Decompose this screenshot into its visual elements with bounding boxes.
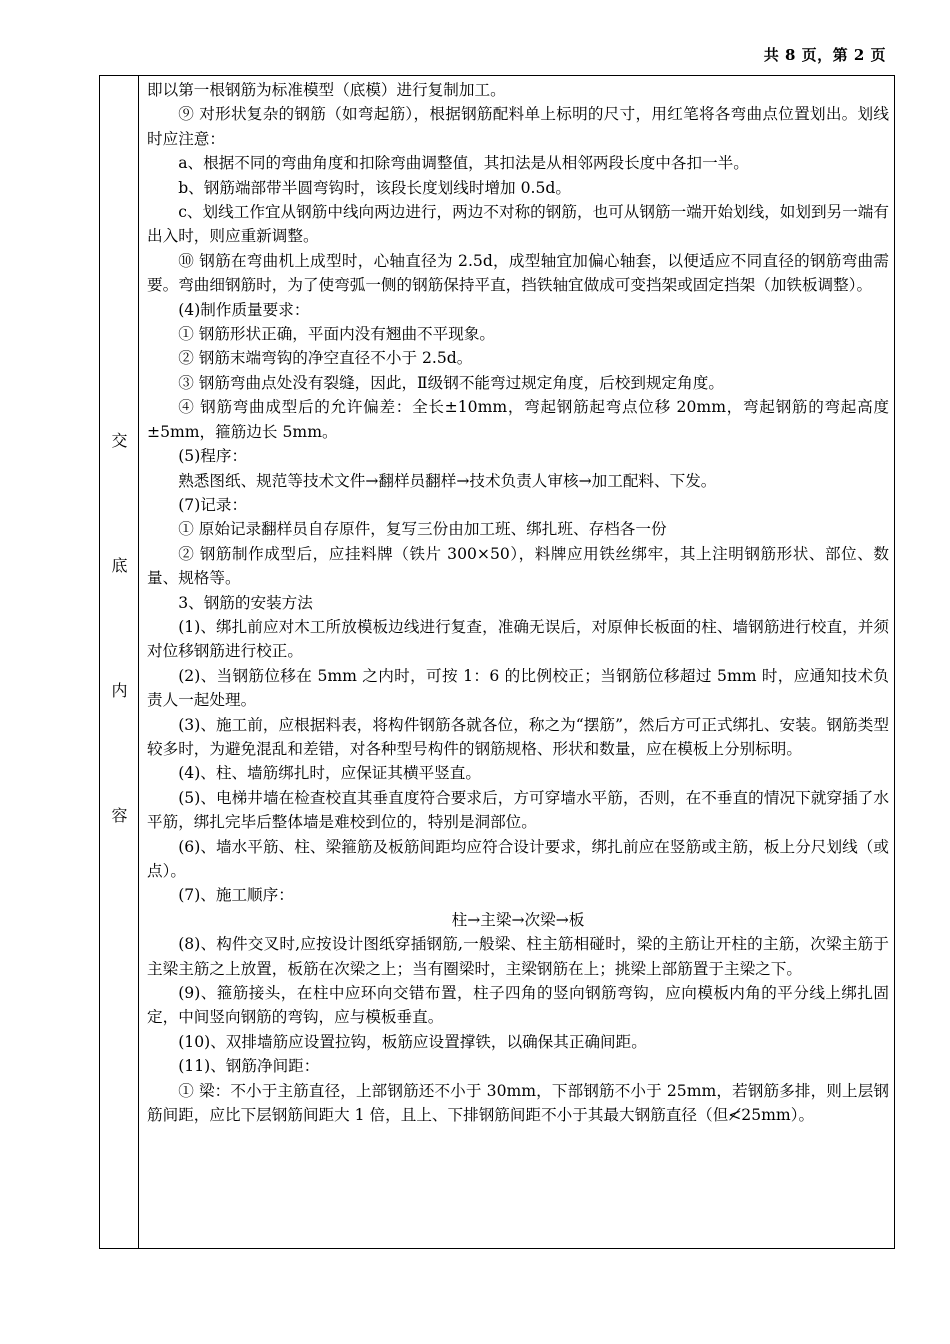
content-paragraph: (1)、绑扎前应对木工所放模板边线进行复查，准确无误后，对原伸长板面的柱、墙钢筋进行校直，并须对位移钢筋进行校正。 [147, 617, 889, 661]
content-paragraph: c、划线工作宜从钢筋中线向两边进行，两边不对称的钢筋，也可从钢筋一端开始划线，如划到另一端有出入时，则应重新调整。 [147, 203, 889, 246]
content-paragraph: (9)、箍筋接头，在柱中应环向交错布置，柱子四角的竖向钢筋弯钩，应向模板内角的平分线上绑扎固定，中间竖向钢筋的弯钩，应与模板垂直。 [147, 984, 889, 1027]
content-paragraph: b、钢筋端部带半圆弯钩时，该段长度划线时增加 0.5d。 [178, 178, 571, 197]
content-paragraph: ① 梁：不小于主筋直径，上部钢筋还不小于 30mm，下部钢筋不小于 25mm，若钢筋多排，则上层钢筋间距，应比下层钢筋间距大 1 倍，且上、下排钢筋间距不小于其最大钢筋直径（但≮25mm）。 [147, 1081, 889, 1125]
side-label-char: 内 [111, 681, 128, 700]
content-paragraph: 熟悉图纸、规范等技术文件→翻样员翻样→技术负责人审核→加工配料、下发。 [178, 471, 717, 490]
content-paragraph: (7)、施工顺序： [178, 886, 294, 905]
page-number-header: 共 8 页，第 2 页 [763, 46, 886, 64]
content-paragraph: (3)、施工前，应根据料表，将构件钢筋各就各位，称之为“摆筋”，然后方可正式绑扎、安装。钢筋类型较多时，为避免混乱和差错，对各种型号构件的钢筋规格、形状和数量，应在模板上分别标明。 [147, 715, 889, 758]
content-paragraph: (2)、当钢筋位移在 5mm 之内时，可按 1：6 的比例校正；当钢筋位移超过 5mm 时，应通知技术负责人一起处理。 [147, 666, 889, 710]
side-label-char: 交 [111, 431, 128, 450]
content-paragraph: ① 钢筋形状正确，平面内没有翘曲不平现象。 [178, 325, 496, 344]
content-paragraph: ① 原始记录翻样员自存原件，复写三份由加工班、绑扎班、存档各一份 [178, 520, 667, 539]
content-paragraph: ② 钢筋末端弯钩的净空直径不小于 2.5d。 [178, 349, 473, 368]
content-paragraph: a、根据不同的弯曲角度和扣除弯曲调整值，其扣法是从相邻两段长度中各扣一半。 [178, 154, 749, 173]
content-paragraph: ⑩ 钢筋在弯曲机上成型时，心轴直径为 2.5d，成型轴宜加偏心轴套，以便适应不同直径的钢筋弯曲需要。弯曲细钢筋时，为了使弯弧一侧的钢筋保持平直，挡铁轴宜做成可变挡架或固定挡架（加铁板调整）。 [147, 251, 889, 295]
content-paragraph: 柱→主梁→次梁→板 [451, 910, 585, 929]
content-paragraph: (4)、柱、墙筋绑扎时，应保证其横平竖直。 [178, 764, 481, 783]
side-label-char: 容 [111, 806, 128, 825]
content-paragraph: (11)、钢筋净间距： [178, 1057, 320, 1076]
content-paragraph: ④ 钢筋弯曲成型后的允许偏差：全长±10mm，弯起钢筋起弯点位移 20mm，弯起钢筋的弯起高度±5mm，箍筋边长 5mm。 [147, 398, 889, 441]
content-paragraph: (6)、墙水平筋、柱、梁箍筋及板筋间距均应符合设计要求，绑扎前应在竖筋或主筋，板上分尺划线（或点）。 [147, 837, 889, 880]
content-paragraph: 3、钢筋的安装方法 [178, 593, 313, 612]
content-paragraph: ③ 钢筋弯曲点处没有裂缝，因此，Ⅱ级钢不能弯过规定角度，后校到规定角度。 [178, 373, 724, 392]
content-paragraph: (5)、电梯井墙在检查校直其垂直度符合要求后，方可穿墙水平筋，否则，在不垂直的情况下就穿插了水平筋，绑扎完毕后整体墙是难校到位的，特别是洞部位。 [147, 788, 889, 832]
content-paragraph: (4)制作质量要求： [178, 300, 310, 319]
disclosure-table [99, 75, 895, 1249]
content-paragraph: (5)程序： [178, 447, 248, 466]
side-label-column [100, 76, 139, 1248]
content-paragraph: (8)、构件交叉时,应按设计图纸穿插钢筋,一般梁、柱主筋相碰时，梁的主筋让开柱的主筋，次梁主筋于主梁主筋之上放置，板筋在次梁之上；当有圈梁时，主梁钢筋在上；挑梁上部筋置于主梁之下。 [147, 935, 889, 978]
side-label-char: 底 [111, 556, 128, 575]
content-paragraph: (10)、双排墙筋应设置拉钩，板筋应设置撑铁，以确保其正确间距。 [178, 1032, 647, 1051]
content-paragraph: 即以第一根钢筋为标准模型（底模）进行复制加工。 [147, 81, 506, 99]
disclosure-content [147, 78, 889, 1127]
content-paragraph: (7)记录： [178, 495, 248, 514]
content-paragraph: ⑨ 对形状复杂的钢筋（如弯起筋），根据钢筋配料单上标明的尺寸，用红笔将各弯曲点位置划出。划线时应注意： [147, 105, 889, 148]
content-paragraph: ② 钢筋制作成型后，应挂料牌（铁片 300×50），料牌应用铁丝绑牢，其上注明钢筋形状、部位、数量、规格等。 [147, 544, 889, 588]
